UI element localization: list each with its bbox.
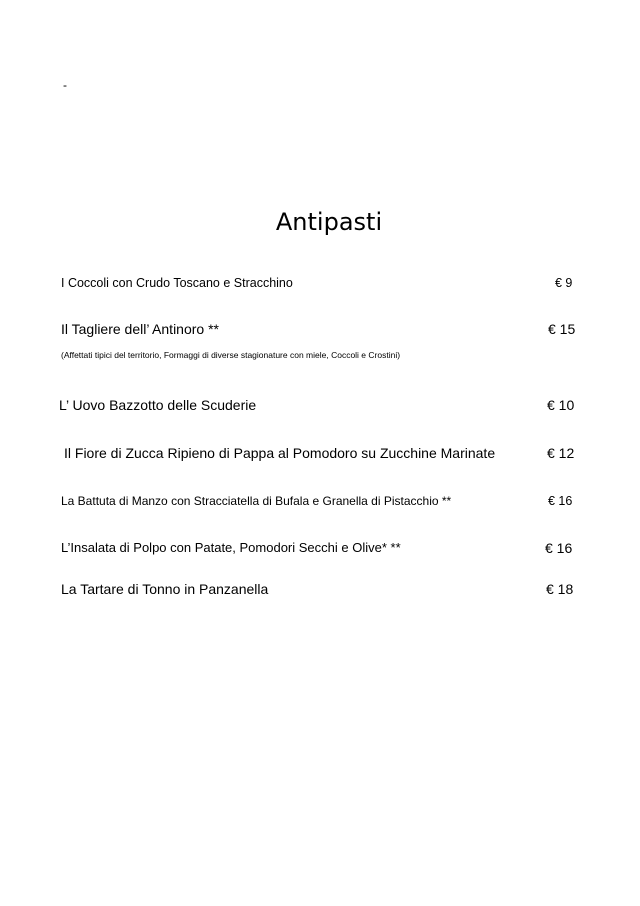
menu-item-price: € 12	[547, 445, 575, 461]
menu-item-name: I Coccoli con Crudo Toscano e Stracchino	[61, 276, 293, 290]
menu-item-description: (Affettati tipici del territorio, Formaggi di diverse stagionature con miele, Coccoli e Crostini)	[61, 350, 401, 360]
menu-item-name: La Tartare di Tonno in Panzanella	[61, 581, 269, 597]
menu-item-name: L’ Uovo Bazzotto delle Scuderie	[59, 397, 257, 413]
menu-item-name: L’Insalata di Polpo con Patate, Pomodori Secchi e Olive* **	[61, 540, 401, 555]
menu-item-price: € 16	[548, 494, 573, 508]
page-title: Antipasti	[275, 208, 383, 236]
menu-item-price: € 16	[545, 540, 573, 556]
menu-item-name: Il Fiore di Zucca Ripieno di Pappa al Pomodoro su Zucchine Marinate	[64, 445, 496, 461]
menu-item-price: € 18	[546, 581, 574, 597]
menu-item-price: € 15	[548, 321, 576, 337]
stray-dash: -	[63, 78, 67, 92]
menu-item-price: € 10	[547, 397, 575, 413]
menu-item-name: Il Tagliere dell’ Antinoro **	[61, 321, 219, 337]
menu-item-price: € 9	[555, 276, 573, 290]
menu-item-name: La Battuta di Manzo con Stracciatella di Bufala e Granella di Pistacchio **	[61, 494, 452, 508]
